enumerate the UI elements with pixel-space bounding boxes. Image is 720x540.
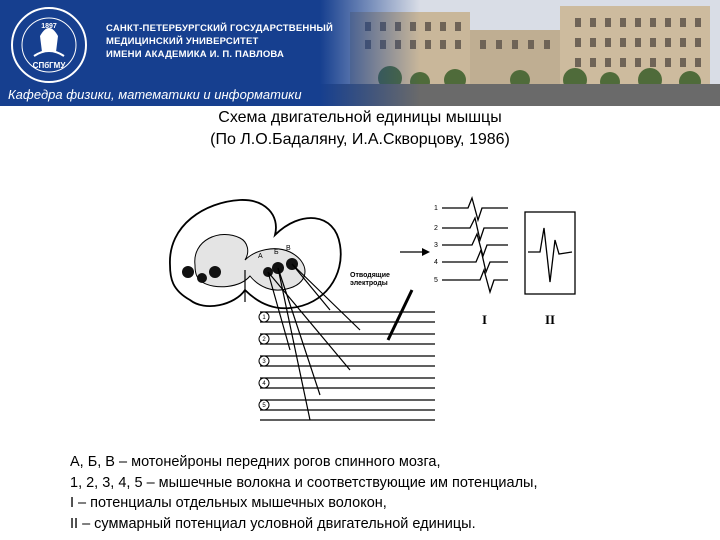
legend-line-2: 1, 2, 3, 4, 5 – мышечные волокна и соответствующие им потенциалы,	[70, 474, 538, 491]
summary-potential	[525, 212, 575, 294]
svg-text:1: 1	[434, 205, 438, 212]
svg-text:Отводящие: Отводящие	[350, 272, 390, 279]
slide-subtitle: (По Л.О.Бадаляну, И.А.Скворцову, 1986)	[210, 131, 510, 148]
figure-legend	[70, 452, 710, 534]
legend-line-3: I – потенциалы отдельных мышечных волокон,	[70, 495, 387, 511]
header-banner	[0, 0, 720, 106]
svg-text:В: В	[286, 245, 291, 252]
slide-title: Схема двигательной единицы мышцы	[218, 109, 502, 126]
department-name: Кафедра физики, математики и информатики	[8, 87, 302, 102]
university-name	[106, 22, 336, 61]
svg-text:5: 5	[262, 403, 266, 409]
university-building-photo	[320, 0, 720, 106]
svg-text:3: 3	[262, 359, 266, 365]
svg-text:Б: Б	[274, 249, 279, 256]
muscle-fibers	[260, 312, 435, 420]
svg-text:4: 4	[434, 259, 438, 266]
svg-text:1897: 1897	[41, 23, 57, 30]
svg-text:2: 2	[434, 225, 438, 232]
svg-text:1: 1	[262, 315, 266, 321]
panel-label-2: II	[545, 312, 556, 327]
svg-text:2: 2	[262, 337, 266, 343]
university-name-line-3: ИМЕНИ АКАДЕМИКА И. П. ПАВЛОВА	[106, 49, 285, 60]
fiber-potential-traces	[442, 198, 508, 292]
university-name-line-1: САНКТ-ПЕТЕРБУРГСКИЙ ГОСУДАРСТВЕННЫЙ	[106, 23, 334, 34]
signal-arrow	[400, 248, 430, 256]
svg-text:А: А	[258, 253, 263, 260]
panel-label-1: I	[482, 312, 488, 327]
svg-text:4: 4	[262, 381, 266, 387]
legend-line-1: А, Б, В – мотонейроны передних рогов спинного мозга,	[70, 454, 441, 470]
svg-text:5: 5	[434, 277, 438, 284]
svg-text:СПбГМУ: СПбГМУ	[32, 61, 66, 70]
legend-line-4: II – суммарный потенциал условной двигательной единицы.	[70, 515, 476, 532]
trace-numbers	[434, 205, 438, 284]
university-name-line-2: МЕДИЦИНСКИЙ УНИВЕРСИТЕТ	[106, 36, 259, 47]
university-logo	[10, 6, 88, 84]
motor-unit-diagram	[150, 190, 590, 440]
svg-text:3: 3	[434, 242, 438, 249]
svg-text:электроды: электроды	[350, 280, 388, 287]
